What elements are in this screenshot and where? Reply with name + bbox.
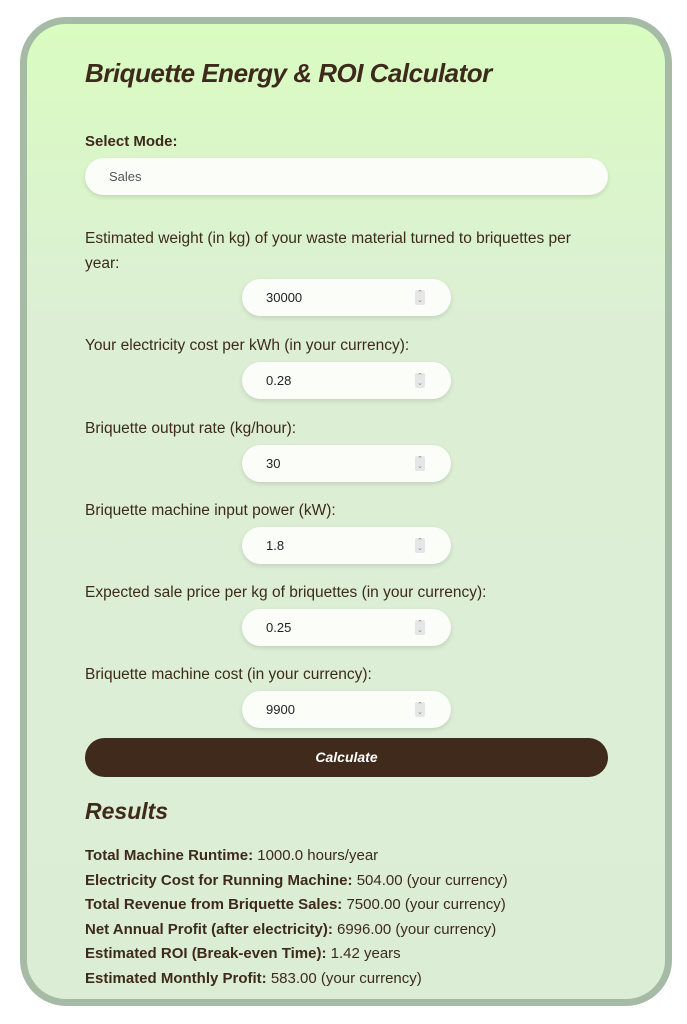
result-revenue	[85, 893, 508, 918]
field-machine-cost	[85, 662, 608, 717]
input-power-input[interactable]	[242, 527, 451, 564]
input-value: 9900	[266, 702, 295, 717]
field-label: Briquette output rate (kg/hour):	[85, 420, 297, 437]
mode-label: Select Mode:	[85, 133, 178, 150]
result-label: Electricity Cost for Running Machine:	[85, 871, 353, 889]
field-sale-price	[85, 580, 608, 635]
field-label: Expected sale price per kg of briquettes (in your currency):	[85, 584, 487, 601]
input-value: 0.25	[266, 620, 292, 635]
field-label: Your electricity cost per kWh (in your currency):	[85, 337, 410, 354]
input-value: 0.28	[266, 373, 292, 388]
results-title: Results	[85, 798, 169, 824]
result-value: 1000.0 hours/year	[257, 847, 379, 864]
result-value: 504.00 (your currency)	[356, 871, 508, 889]
field-input-power	[85, 498, 608, 553]
field-output-rate	[85, 416, 608, 471]
result-label: Estimated ROI (Break-even Time):	[85, 945, 327, 962]
output-rate-input[interactable]	[242, 445, 451, 482]
result-value: 7500.00 (your currency)	[346, 896, 506, 913]
spinner-icon[interactable]: ⌃ ⌄	[415, 538, 425, 553]
result-roi	[85, 942, 508, 967]
sale-price-input[interactable]	[242, 609, 451, 646]
machine-cost-input[interactable]	[242, 691, 451, 728]
result-label: Total Machine Runtime:	[85, 847, 254, 864]
spinner-icon[interactable]: ⌃ ⌄	[415, 290, 425, 305]
field-label: Briquette machine input power (kW):	[85, 502, 336, 519]
result-runtime	[85, 844, 508, 869]
field-waste-weight	[85, 226, 608, 305]
field-electricity-cost	[85, 333, 608, 388]
input-value: 30000	[266, 290, 303, 305]
result-value: 1.42 years	[330, 945, 401, 962]
result-label: Estimated Monthly Profit:	[85, 969, 267, 987]
page-title: Briquette Energy & ROI Calculator	[85, 58, 492, 88]
field-label: Estimated weight (in kg) of your waste material turned to briquettes per year:	[85, 230, 571, 272]
waste-weight-input[interactable]	[242, 279, 451, 316]
results-list	[85, 844, 508, 991]
electricity-cost-input[interactable]	[242, 362, 451, 399]
input-value: 30	[266, 456, 281, 471]
spinner-icon[interactable]: ⌃ ⌄	[415, 456, 425, 471]
result-label: Total Revenue from Briquette Sales:	[85, 896, 343, 913]
spinner-icon[interactable]: ⌃ ⌄	[415, 620, 425, 635]
result-net-profit	[85, 918, 508, 943]
calculate-button[interactable]: Calculate	[85, 738, 608, 777]
spinner-icon[interactable]: ⌃ ⌄	[415, 373, 425, 388]
field-label: Briquette machine cost (in your currency):	[85, 666, 372, 683]
result-label: Net Annual Profit (after electricity):	[85, 920, 333, 938]
result-value: 583.00 (your currency)	[270, 969, 422, 987]
mode-select[interactable]: Sales	[85, 158, 608, 195]
result-monthly-profit	[85, 967, 508, 992]
result-electricity-cost	[85, 869, 508, 894]
input-value: 1.8	[266, 538, 285, 553]
result-value: 6996.00 (your currency)	[337, 920, 497, 938]
spinner-icon[interactable]: ⌃ ⌄	[415, 702, 425, 717]
calculator-card	[20, 17, 672, 1006]
